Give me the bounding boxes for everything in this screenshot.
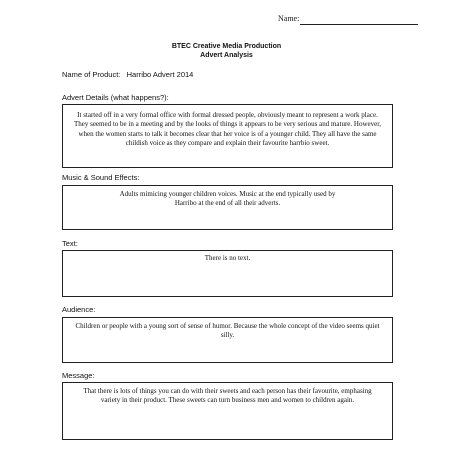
music-sound-label: Music & Sound Effects:: [62, 173, 140, 182]
name-field-line[interactable]: [300, 24, 418, 25]
product-row: [62, 70, 193, 79]
advert-details-box[interactable]: [62, 104, 393, 168]
message-box[interactable]: [62, 382, 393, 440]
music-sound-box[interactable]: [62, 185, 393, 230]
document-title: BTEC Creative Media Production: [171, 43, 282, 50]
text-section-box[interactable]: [62, 250, 393, 297]
document-subtitle: Advert Analysis: [200, 52, 253, 59]
name-label: Name:: [278, 14, 300, 23]
product-label: Name of Product:: [62, 70, 121, 79]
audience-text: Children or people with a young sort of sense of humor. Because the whole concept of the video seems quiet silly.: [75, 322, 380, 340]
product-value: Harribo Advert 2014: [126, 70, 194, 79]
advert-details-label: Advert Details (what happens?):: [62, 93, 169, 102]
advert-details-text: It started off in a very formal office with formal dressed people, obviously meant to represent a work place. They seemed to be in a meeting and by the looks of things it appears to be very serious and mature. However, when the women starts to talk it becomes clear that her voice is of a younger child. They all have the same childish voice as they compare and explain their favourite harrbio sweet.: [73, 111, 382, 148]
audience-box[interactable]: [62, 317, 393, 363]
audience-label: Audience:: [62, 305, 96, 314]
text-section-text: There is no text.: [204, 254, 251, 262]
message-text: That there is lots of things you can do with their sweets and each person has their favourite, emphasing variety in their product. These sweets can turn business men and women to children again.: [83, 387, 372, 405]
message-label: Message:: [62, 371, 95, 380]
text-section-label: Text:: [62, 239, 78, 248]
music-sound-text: Adults mimicing younger children voices. Music at the end typically used by Harribo at the end of all their adverts.: [119, 190, 336, 208]
